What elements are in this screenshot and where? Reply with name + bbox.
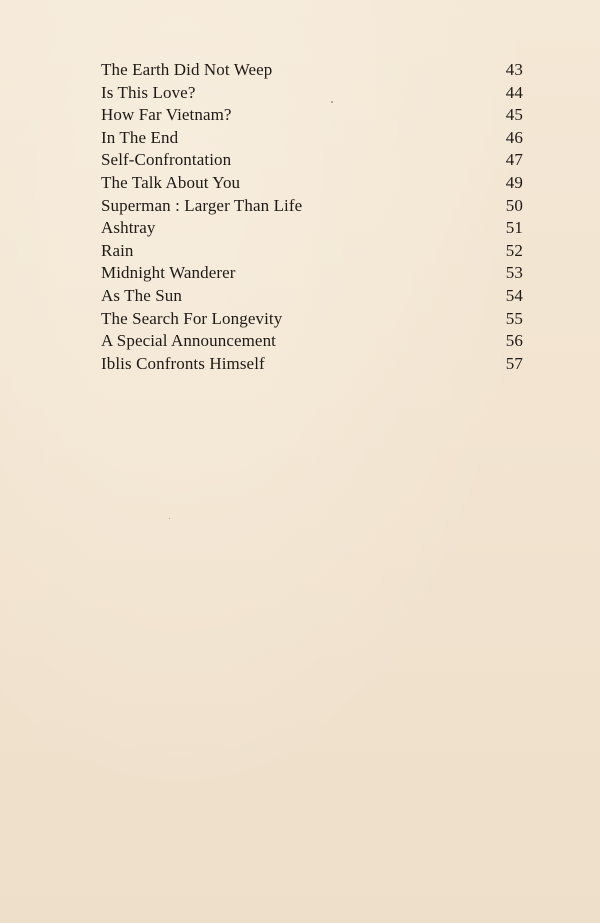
toc-entry-page: 46 [505,127,523,147]
toc-entry-page: 53 [505,263,523,283]
toc-entry [101,218,523,241]
toc-entry [101,150,523,173]
toc-entry-page: 49 [505,172,523,192]
toc-entry [101,286,523,309]
toc-entry-title: How Far Vietnam? [101,105,232,125]
toc-entry-page: 57 [505,353,523,373]
toc-entry-title: Midnight Wanderer [101,263,236,283]
toc-entry [101,263,523,286]
toc-entry-title: Ashtray [101,218,156,238]
toc-entry [101,331,523,354]
toc-entry-title: Superman : Larger Than Life [101,195,303,215]
paper-speck [169,518,170,519]
toc-entry-title: A Special Announcement [101,331,276,351]
toc-entry-title: The Talk About You [101,172,241,192]
toc-entry-title: Rain [101,240,134,260]
toc-entry-page: 43 [505,60,523,79]
toc-entry-title: Self-Confrontation [101,150,232,170]
toc-entry-page: 51 [505,218,523,238]
toc-entry [101,173,523,196]
toc-entry [101,241,523,264]
paper-speck [331,101,333,103]
toc-entry-title: Is This Love? [101,82,196,102]
toc-entry-title: The Search For Longevity [101,308,283,328]
toc-entry [101,83,523,106]
toc-entry-page: 45 [505,105,523,125]
toc-entry-page: 52 [505,240,523,260]
toc-entry [101,60,523,83]
toc-entry [101,105,523,128]
toc-entry-page: 55 [505,308,523,328]
table-of-contents [101,60,523,376]
toc-entry-page: 56 [505,331,523,351]
toc-entry-page: 50 [505,195,523,215]
toc-entry-page: 54 [505,285,523,305]
toc-entry [101,354,523,377]
toc-entry [101,196,523,219]
toc-entry [101,128,523,151]
toc-entry-title: Iblis Confronts Himself [101,353,265,373]
toc-entry-title: As The Sun [101,285,182,305]
toc-entry-title: In The End [101,127,179,147]
toc-entry [101,309,523,332]
toc-entry-page: 44 [505,82,523,102]
toc-entry-page: 47 [505,150,523,170]
toc-entry-title: The Earth Did Not Weep [101,60,273,79]
